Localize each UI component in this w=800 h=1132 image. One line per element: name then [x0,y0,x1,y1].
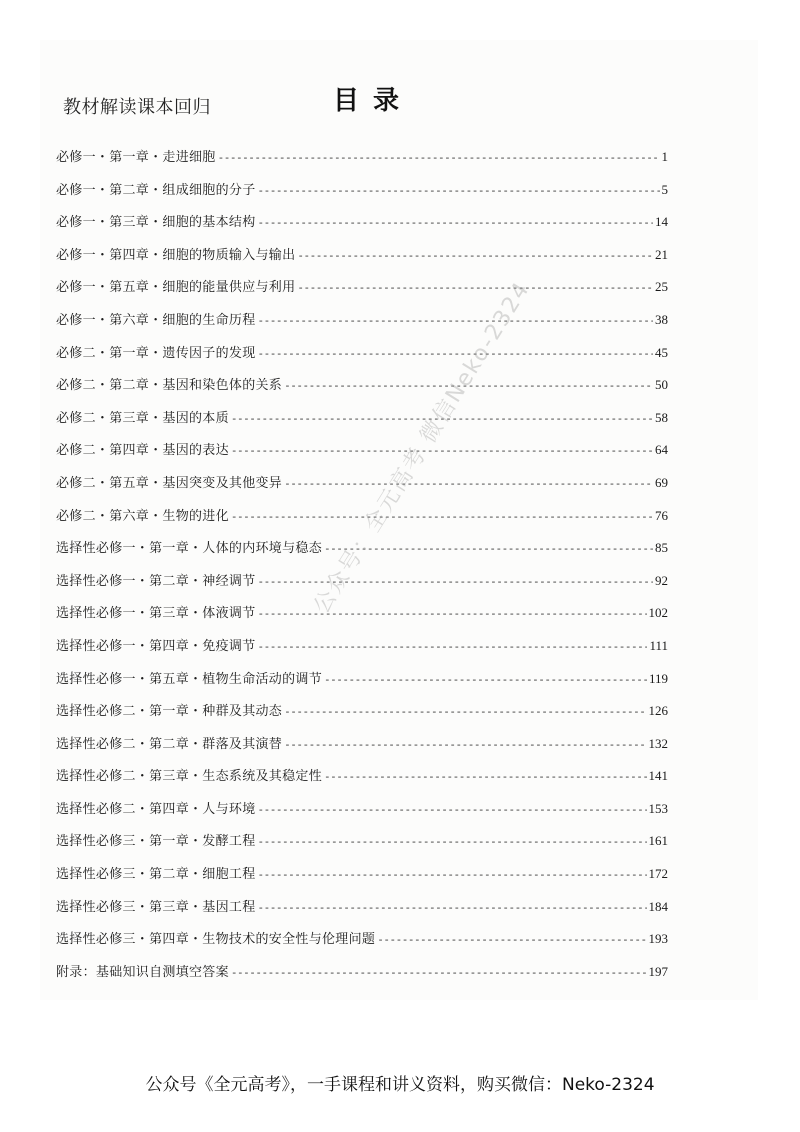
toc-entry[interactable] [56,793,668,826]
toc-entry-label: 必修一・第四章・细胞的物质输入与输出 [56,247,296,263]
toc-leader-dashes [258,305,653,338]
toc-entry-page-number: 193 [648,931,668,947]
toc-leader-dashes [377,924,646,957]
toc-entry-label: 必修二・第三章・基因的本质 [56,410,229,426]
toc-entry[interactable] [56,923,668,956]
toc-entry-label: 选择性必修三・第二章・细胞工程 [56,867,256,883]
toc-entry[interactable] [56,891,668,924]
toc-entry-label: 选择性必修二・第三章・生态系统及其稳定性 [56,769,323,785]
watermark: 公众号：全元高考 微信Neko-2324 [309,277,536,619]
book-subtitle: 教材解读课本回归 [63,97,211,118]
toc-entry[interactable] [56,597,668,630]
toc-entry-label: 必修二・第二章・基因和染色体的关系 [56,378,283,394]
toc-entry-page-number: 161 [648,833,668,849]
toc-entry-page-number: 76 [655,507,668,523]
toc-entry-label: 必修二・第一章・遗传因子的发现 [56,345,256,361]
toc-entry-page-number: 25 [655,279,668,295]
toc-entry[interactable] [56,434,668,467]
toc-leader-dashes [258,631,648,664]
toc-entry-page-number: 184 [648,898,668,914]
toc-entry-page-number: 1 [661,149,668,164]
toc-entry-label: 选择性必修三・第四章・生物技术的安全性与伦理问题 [56,932,376,948]
toc-entry-label: 附录：基础知识自测填空答案 [56,964,229,980]
toc-entry[interactable] [56,760,668,793]
toc-entry-page-number: 119 [648,670,668,686]
toc-entry[interactable] [56,565,668,598]
toc-entry-label: 必修一・第五章・细胞的能量供应与利用 [56,280,296,296]
toc-leader-dashes [258,207,653,240]
toc-entry-label: 必修二・第四章・基因的表达 [56,443,229,459]
toc-entry-page-number: 45 [655,344,668,360]
toc-entry-page-number: 50 [655,377,668,393]
toc-leader-dashes [284,696,646,729]
toc-entry-page-number: 69 [655,474,668,490]
toc-leader-dashes [218,142,660,175]
toc-entry[interactable] [56,956,668,989]
toc-entry-label: 选择性必修一・第三章・体液调节 [56,606,256,622]
toc-leader-dashes [258,892,647,925]
toc-entry-page-number: 197 [648,963,668,979]
toc-entry[interactable] [56,239,668,272]
toc-entry-page-number: 153 [648,800,668,816]
toc-entry-page-number: 111 [649,637,668,653]
toc-entry-label: 必修一・第六章・细胞的生命历程 [56,312,256,328]
toc-leader-dashes [258,794,647,827]
toc-entry[interactable] [56,271,668,304]
toc-entry-label: 选择性必修一・第四章・免疫调节 [56,638,256,654]
toc-entry[interactable] [56,304,668,337]
toc-entry[interactable] [56,337,668,370]
toc-entry-label: 选择性必修一・第二章・神经调节 [56,573,256,589]
toc-leader-dashes [297,240,653,273]
toc-entry[interactable] [56,402,668,435]
toc-entry[interactable] [56,663,668,696]
toc-entry-label: 选择性必修三・第一章・发酵工程 [56,834,256,850]
toc-entry-label: 必修一・第二章・组成细胞的分子 [56,182,256,198]
toc-entry-label: 必修二・第六章・生物的进化 [56,508,229,524]
toc-entry-page-number: 5 [661,181,668,197]
toc-leader-dashes [324,761,646,794]
toc-entry-page-number: 102 [648,605,668,621]
toc-leader-dashes [258,859,647,892]
toc-leader-dashes [231,957,647,990]
toc-entry[interactable] [56,728,668,761]
toc-entry-page-number: 38 [655,311,668,327]
toc-entry[interactable] [56,630,668,663]
toc-entry[interactable] [56,369,668,402]
toc-entry-page-number: 92 [655,572,668,588]
toc-entry[interactable] [56,695,668,728]
toc-entry-page-number: 58 [655,409,668,425]
toc-entry[interactable] [56,141,668,174]
toc-entry-page-number: 132 [648,735,668,751]
toc-leader-dashes [324,664,647,697]
toc-entry[interactable] [56,174,668,207]
toc-leader-dashes [297,272,653,305]
toc-entry-label: 选择性必修二・第二章・群落及其演替 [56,736,283,752]
toc-entry-label: 选择性必修一・第五章・植物生命活动的调节 [56,671,323,687]
toc-entry-label: 选择性必修二・第一章・种群及其动态 [56,704,283,720]
toc-entry-label: 必修一・第一章・走进细胞 [56,150,216,165]
page-title: 目录 [333,86,414,116]
toc-leader-dashes [231,501,653,534]
toc-entry-page-number: 21 [655,246,668,262]
toc-entry-page-number: 172 [648,866,668,882]
toc-entry-page-number: 126 [648,703,668,719]
toc-entry[interactable] [56,467,668,500]
toc-entry-label: 选择性必修二・第四章・人与环境 [56,801,256,817]
footer-note: 公众号《全元高考》，一手课程和讲义资料，购买微信：Neko-2324 [145,1075,655,1095]
toc-entry-page-number: 85 [655,540,668,556]
toc-entry-page-number: 14 [655,214,668,230]
toc-entry-label: 选择性必修一・第一章・人体的内环境与稳态 [56,541,323,557]
toc-entry-page-number: 141 [648,768,668,784]
toc-entry-label: 必修二・第五章・基因突变及其他变异 [56,475,283,491]
toc-leader-dashes [284,468,653,501]
toc-entry-page-number: 64 [655,442,668,458]
toc-entry-label: 选择性必修三・第三章・基因工程 [56,899,256,915]
toc-entry[interactable] [56,825,668,858]
toc-entry[interactable] [56,206,668,239]
toc-leader-dashes [258,175,660,208]
toc-leader-dashes [284,729,646,762]
toc-entry-label: 必修一・第三章・细胞的基本结构 [56,215,256,231]
toc-leader-dashes [258,826,647,859]
toc-entry[interactable] [56,858,668,891]
